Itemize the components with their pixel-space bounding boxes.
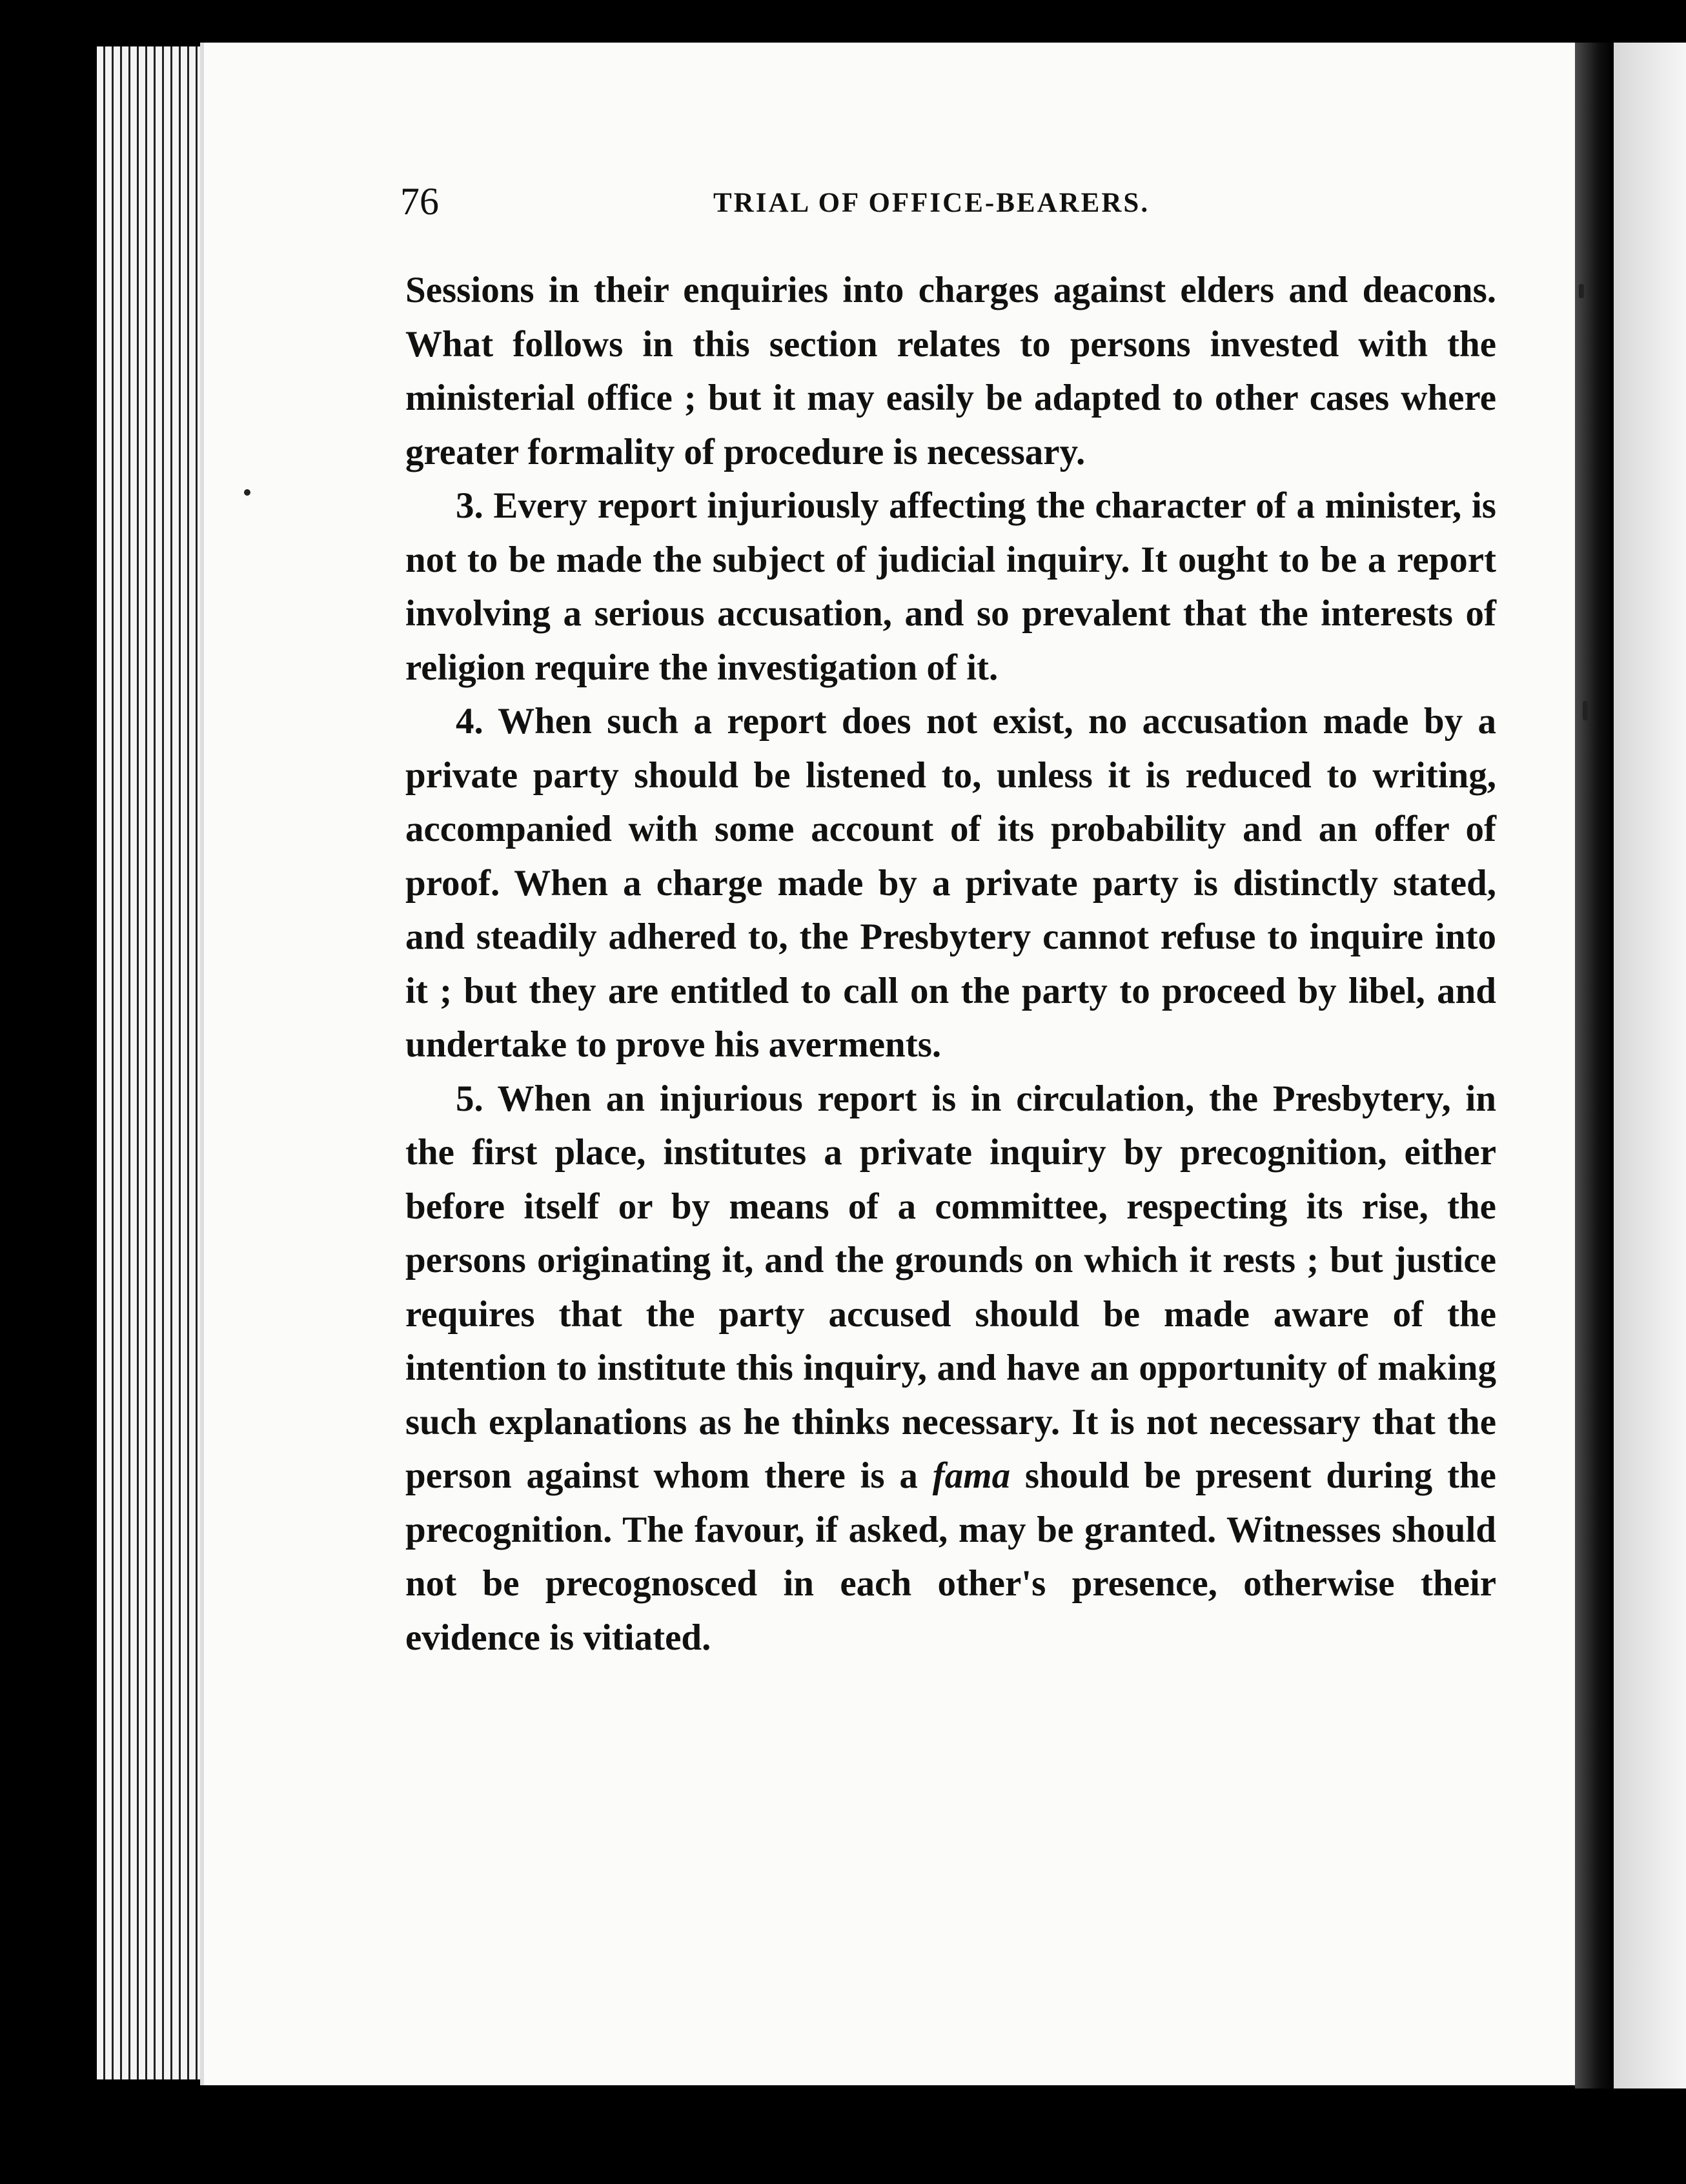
facing-page-edge xyxy=(1614,43,1686,2088)
paragraph-5-text-after: should be present during the precognition. The favour, if asked, may be granted. Witnesses should not be precognosced in each other's presence, otherwise their evidence is vitiated. xyxy=(405,1455,1496,1658)
ink-speck xyxy=(1579,284,1584,298)
paragraph-3: 3. Every report injuriously affecting the character of a minister, is not to be made the subject of judicial inquiry. It ought to be a report involving a serious accusation, and so prevalent that the interests of religion require the investigation of it. xyxy=(405,485,1496,688)
paragraph-5 xyxy=(405,1072,1496,1665)
book-page-edges xyxy=(97,46,207,2079)
paragraph-5-text-before: 5. When an injurious report is in circulation, the Presbytery, in the first place, institutes a private inquiry by precognition, either before itself or by means of a committee, respecting its rise, the persons originating it, and the grounds on which it rests ; but justice requires that the party accused should be made aware of the intention to institute this inquiry, and have an opportunity of making such explanations as he thinks necessary. It is not necessary that the person against whom there is a xyxy=(405,1078,1496,1496)
body-text xyxy=(405,263,1496,1664)
ink-speck xyxy=(1583,701,1588,720)
page-number: 76 xyxy=(400,180,439,223)
running-head: TRIAL OF OFFICE-BEARERS. xyxy=(713,188,1150,218)
ink-speck xyxy=(244,489,250,496)
page-header xyxy=(400,179,1498,231)
italic-term-fama: fama xyxy=(932,1455,1011,1496)
spine-shadow xyxy=(1575,43,1614,2088)
paragraph-4: 4. When such a report does not exist, no accusation made by a private party should be listened to, unless it is reduced to writing, accompanied with some account of its probability and an offer of proof. When a charge made by a private party is distinctly stated, and steadily adhered to, the Presbytery cannot refuse to inquire into it ; but they are entitled to call on the party to proceed by libel, and undertake to prove his averments. xyxy=(405,701,1496,1065)
paragraph-continuation: Sessions in their enquiries into charges against elders and deacons. What follows in this section relates to persons invested with the ministerial office ; but it may easily be adapted to other cases where greater formality of procedure is necessary. xyxy=(405,270,1496,472)
